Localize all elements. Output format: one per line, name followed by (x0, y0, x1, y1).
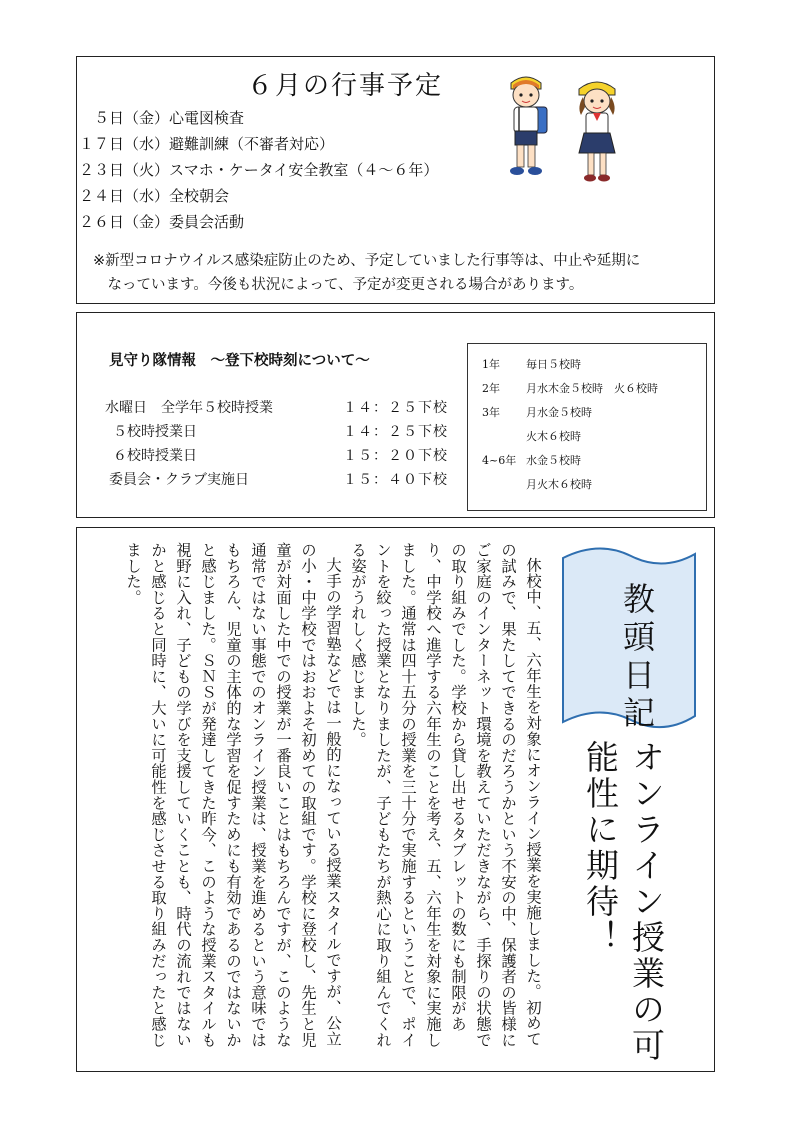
grade-label: 2年 (482, 382, 500, 395)
event-item: ２４日（水）全校朝会 (79, 187, 230, 205)
patrol-row-time: １５：４０下校 (343, 472, 448, 488)
grade-schedule: 毎日５校時 (526, 358, 581, 371)
patrol-row-label: 水曜日 全学年５校時授業 (105, 400, 273, 416)
patrol-row-time: １４：２５下校 (343, 424, 448, 440)
diary-headline: オンライン授業の可能性に期待！ (581, 740, 666, 1064)
grade-label: 1年 (482, 358, 500, 371)
patrol-row-time: １４：２５下校 (343, 400, 448, 416)
events-note-line1: ※新型コロナウイルス感染症防止のため、予定していました行事等は、中止や延期に (93, 253, 641, 269)
diary-paragraph: 休校中、五、六年生を対象にオンライン授業を実施しました。初めての試みで、果たしてできるのだろうかという不安の中、保護者の皆様にご家庭のインターネット環境を教えていただきながら、手探りの状態での取り組みでした。学校から貸し出せるタブレットの数にも制限があり、中学校へ進学する六年生のことを考え、五、六年生を対象に実施しました。通常は四十五分の授業を三十分で実施するということで、ポイントを絞った授業となりましたが、子どもたちが熱心に取り組んでくれる姿がうれしく感じました。 (349, 542, 542, 1048)
grade-schedule: 月水金５校時 (526, 406, 592, 419)
grade-schedule: 火木６校時 (526, 430, 581, 443)
events-title: ６月の行事予定 (247, 71, 444, 101)
patrol-title: 見守り隊情報 ～登下校時刻について～ (109, 353, 370, 369)
event-item: ２６日（金）委員会活動 (79, 213, 245, 231)
patrol-box (76, 312, 715, 518)
patrol-row-label: 委員会・クラブ実施日 (109, 472, 249, 488)
event-item: ５日（金）心電図検査 (79, 109, 245, 127)
event-item: １７日（水）避難訓練（不審者対応） (79, 135, 335, 153)
grade-schedule: 水金５校時 (526, 454, 581, 467)
diary-badge-text: 教頭日記 (618, 582, 656, 734)
grade-schedule: 月火木６校時 (526, 478, 592, 491)
grade-label: 3年 (482, 406, 500, 419)
diary-body (105, 542, 545, 1056)
patrol-row-time: １５：２０下校 (343, 448, 448, 464)
grade-label: 4~6年 (482, 454, 517, 467)
events-list (79, 105, 438, 235)
event-item: ２３日（火）スマホ・ケータイ安全教室（４～６年） (79, 161, 439, 179)
grade-schedule-table (467, 343, 707, 511)
grade-schedule: 月水木金５校時 火６校時 (526, 382, 658, 395)
diary-paragraph: 大手の学習塾などでは一般的になっている授業スタイルですが、公立の小・中学校ではおおよそ初めての取組です。学校に登校し、先生と児童が対面した中での授業が一番良いことはもちろんですが、このような通常ではない事態でのオンライン授業は、授業を進めるという意味ではもちろん、児童の主体的な学習を促すためにも有効であるのではないかと感じました。ＳＮＳが発達してきた昨今、このような授業スタイルも視野に入れ、子どもの学びを支援していくことも、時代の流れではないかと感じると同時に、大いに可能性を感じさせる取り組みだったと感じました。 (124, 542, 342, 1048)
girl-illustration-icon (569, 75, 625, 187)
events-box (76, 56, 715, 304)
boy-illustration-icon (497, 71, 555, 183)
patrol-row-label: ６校時授業日 (113, 448, 197, 464)
patrol-row-label: ５校時授業日 (113, 424, 197, 440)
events-note-line2: なっています。今後も状況によって、予定が変更される場合があります。 (93, 277, 584, 293)
diary-box (76, 527, 715, 1072)
events-note (93, 249, 705, 297)
